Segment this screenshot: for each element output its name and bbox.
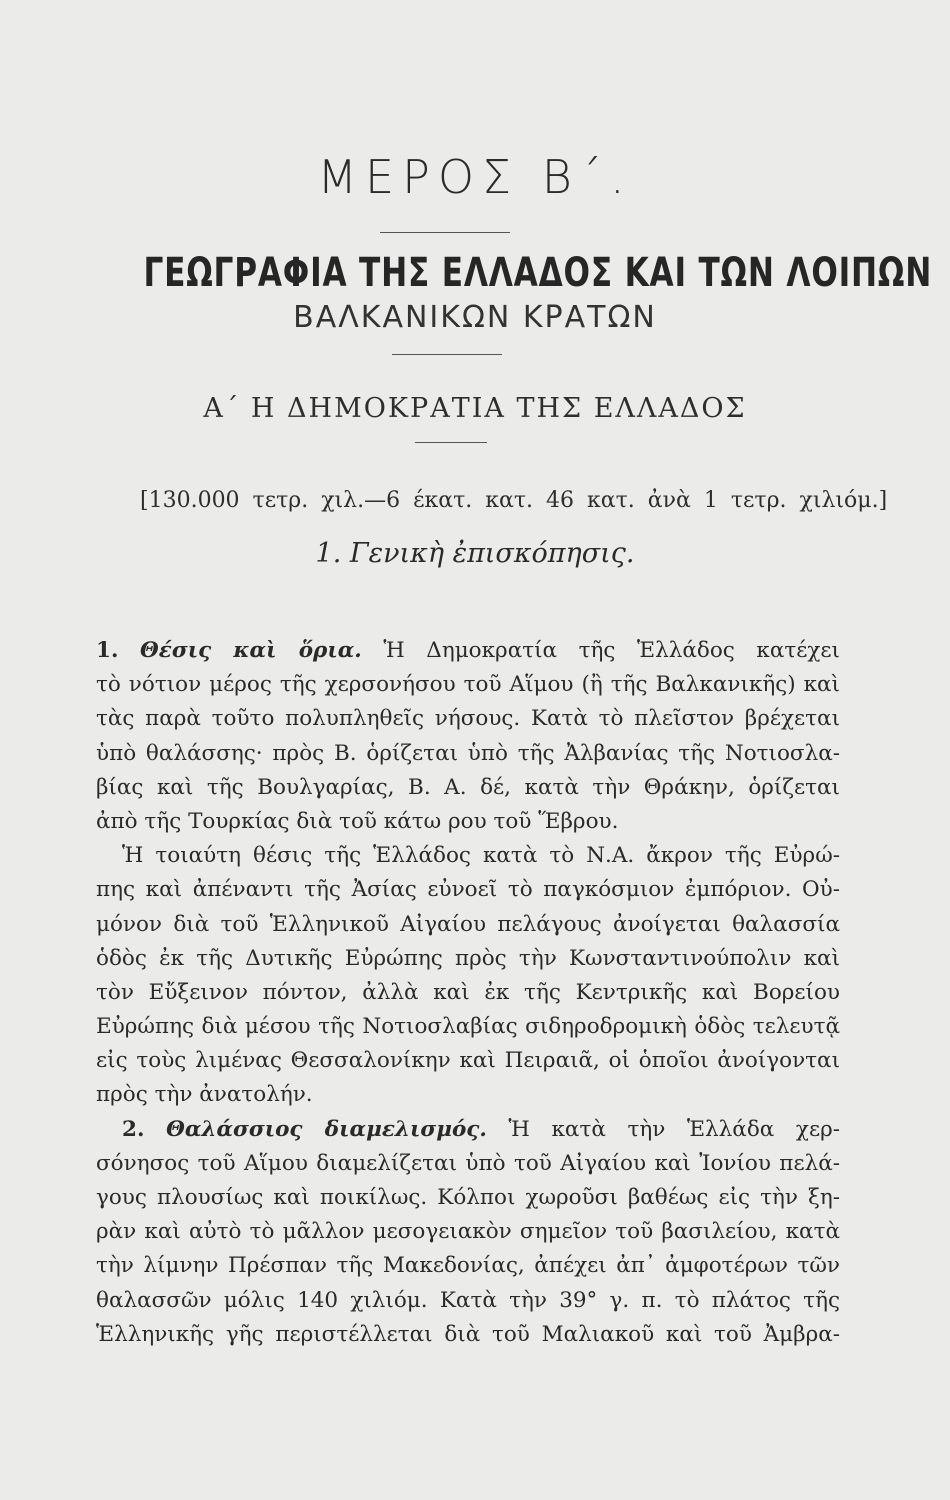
text-line: τὸν Εὔξεινον πόντον, ἀλλὰ καὶ ἐκ τῆς Κεντρικῆς καὶ Βορείου: [96, 979, 840, 1005]
geography-subtitle: ΒΑΛΚΑΝΙΚΩΝ ΚΡΑΤΩΝ: [293, 300, 657, 335]
paragraph-number: 1.: [96, 638, 119, 663]
paragraph-1-first-line: [96, 634, 840, 668]
chapter-heading: Α΄ Η ΔΗΜΟΚΡΑΤΙΑ ΤΗΣ ΕΛΛΑΔΟΣ: [203, 393, 747, 424]
divider-2: [392, 354, 502, 355]
area-statistics: [130.000 τετρ. χιλ.—6 έκατ. κατ. 46 κατ. ἀνὰ 1 τετρ. χιλιόμ.]: [140, 488, 888, 513]
text-line: ρὰν καὶ αὐτὸ τὸ μᾶλλον μεσογειακὸν σημεῖον τοῦ βασιλείου, κατὰ: [96, 1219, 840, 1245]
geography-title: ΓΕΩΓΡΑΦΙΑ ΤΗΣ ΕΛΛΑΔΟΣ ΚΑΙ ΤΩΝ ΛΟΙΠΩΝ: [143, 250, 933, 296]
divider-1: [380, 232, 510, 233]
paragraph-number: 2.: [122, 1116, 145, 1142]
text-line: Εὐρώπης διὰ μέσου τῆς Νοτιοσλαβίας σιδηροδρομικὴ ὁδὸς τελευτᾷ: [96, 1014, 840, 1040]
text-line: τὴν λίμνην Πρέσπαν τῆς Μακεδονίας, ἀπέχει ἀπ᾽ ἀμφοτέρων τῶν: [96, 1253, 840, 1279]
text-line: ὑπὸ θαλάσσης· πρὸς Β. ὁρίζεται ὑπὸ τῆς Ἀλβανίας τῆς Νοτιοσλα-: [96, 740, 840, 766]
section-heading: 1. Γενικὴ ἐπισκόπησις.: [315, 538, 635, 569]
text-line: τὰς παρὰ τοῦτο πολυπληθεῖς νήσους. Κατὰ τὸ πλεῖστον βρέχεται: [96, 706, 840, 732]
text-line: πρὸς τὴν ἀνατολήν.: [96, 1082, 313, 1108]
text-line: Ἡ τοιαύτη θέσις τῆς Ἑλλάδος κατὰ τὸ Ν.Α. ἄκρον τῆς Εὐρώ-: [122, 843, 840, 869]
text-line: Ἡ Δημοκρατία τῆς Ἑλλάδος κατέχει: [361, 638, 840, 663]
text-line: σόνησος τοῦ Αἵμου διαμελίζεται ὑπὸ τοῦ Αἰγαίου καὶ Ἰονίου πελά-: [96, 1150, 840, 1176]
part-heading: ΜΕΡΟΣ Β΄.: [317, 150, 633, 204]
text-line: τὸ νότιον μέρος τῆς χερσονήσου τοῦ Αἵμου (ἢ τῆς Βαλκανικῆς) καὶ: [96, 672, 840, 698]
paragraph-heading: Θαλάσσιος διαμελισμός.: [166, 1116, 487, 1142]
text-line: εἰς τοὺς λιμένας Θεσσαλονίκην καὶ Πειραιᾶ, οἱ ὁποῖοι ἀνοίγονται: [96, 1048, 840, 1074]
text-line: βίας καὶ τῆς Βουλγαρίας, Β. Α. δέ, κατὰ τὴν Θράκην, ὁρίζεται: [96, 774, 840, 800]
text-line: ὁδὸς ἐκ τῆς Δυτικῆς Εὐρώπης πρὸς τὴν Κωνσταντινούπολιν καὶ: [96, 945, 840, 971]
text-line: γους πλουσίως καὶ ποικίλως. Κόλποι χωροῦσι βαθέως εἰς τὴν ξη-: [96, 1185, 840, 1210]
text-line: Ἑλληνικῆς γῆς περιστέλλεται διὰ τοῦ Μαλιακοῦ καὶ τοῦ Ἀμβρα-: [96, 1321, 840, 1347]
divider-3: [415, 442, 487, 443]
text-line: πης καὶ ἀπέναντι τῆς Ἀσίας εὐνοεῖ τὸ παγκόσμιον ἐμπόριον. Οὐ-: [96, 877, 840, 903]
text-line: μόνον διὰ τοῦ Ἑλληνικοῦ Αἰγαίου πελάγους ἀνοίγεται θαλασσία: [96, 911, 840, 937]
body-text: [96, 634, 840, 1352]
text-line: ἀπὸ τῆς Τουρκίας διὰ τοῦ κάτω ρου τοῦ Ἕβρου.: [96, 808, 619, 834]
paragraph-heading: Θέσις καὶ ὅρια.: [140, 638, 362, 663]
paragraph-3-first-line: [96, 1113, 840, 1147]
text-line: θαλασσῶν μόλις 140 χιλιόμ. Κατὰ τὴν 39° γ. π. τὸ πλάτος τῆς: [96, 1287, 840, 1313]
text-line: Ἡ κατὰ τὴν Ἑλλάδα χερ-: [486, 1116, 840, 1142]
